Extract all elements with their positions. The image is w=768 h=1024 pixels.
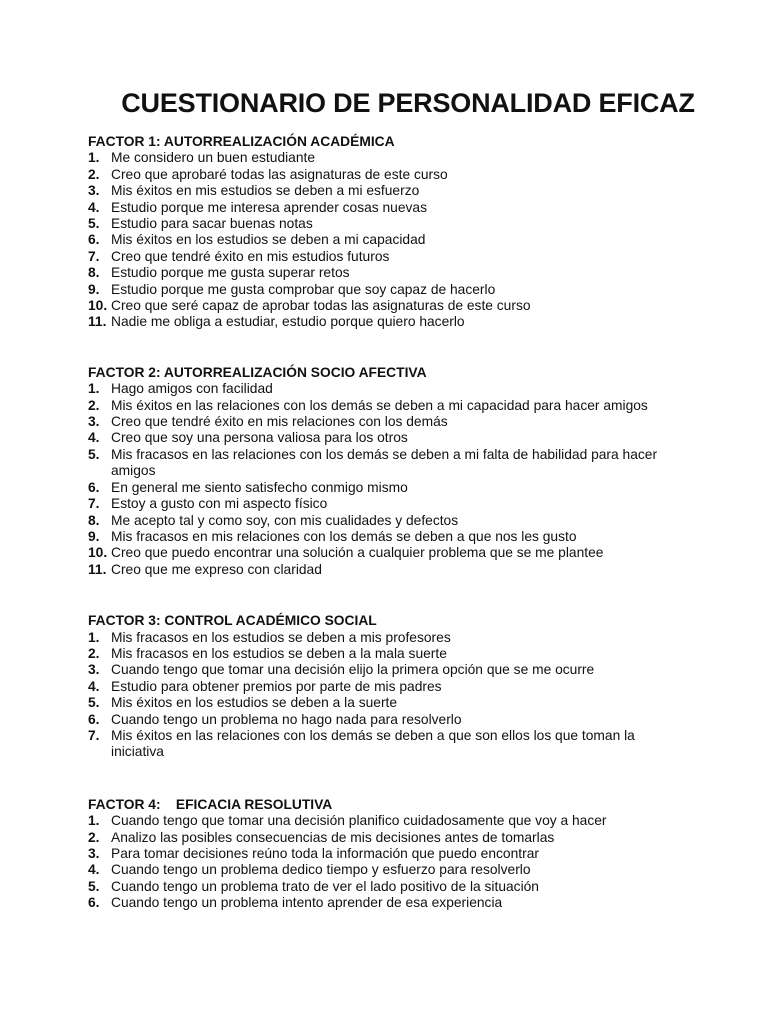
item-number: 1. xyxy=(88,629,100,645)
list-item xyxy=(88,314,728,330)
item-text: Mis éxitos en los estudios se deben a la suerte xyxy=(111,695,398,711)
list-item xyxy=(88,545,728,561)
item-text: Mis fracasos en los estudios se deben a mis profesores xyxy=(111,629,451,645)
item-text: Hago amigos con facilidad xyxy=(111,381,273,397)
list-item xyxy=(88,414,728,430)
item-text: Creo que aprobaré todas las asignaturas de este curso xyxy=(111,166,448,182)
list-item xyxy=(88,862,728,878)
list-item xyxy=(88,381,728,397)
item-number: 1. xyxy=(88,381,100,397)
item-number: 5. xyxy=(88,446,100,462)
item-text: Estudio porque me gusta comprobar que soy capaz de hacerlo xyxy=(111,281,496,297)
item-text: Mis éxitos en los estudios se deben a mi capacidad xyxy=(111,232,426,248)
item-text: Creo que tendré éxito en mis estudios futuros xyxy=(111,248,390,264)
item-text: Estudio para obtener premios por parte de mis padres xyxy=(111,678,442,694)
item-number: 2. xyxy=(88,397,100,413)
item-text: Estudio porque me gusta superar retos xyxy=(111,265,350,281)
item-number: 3. xyxy=(88,414,100,430)
list-item xyxy=(88,562,728,578)
item-number: 4. xyxy=(88,862,100,878)
list-item xyxy=(88,728,728,761)
list-item xyxy=(88,167,728,183)
item-text: Creo que puedo encontrar una solución a cualquier problema que se me plantee xyxy=(111,545,604,561)
item-number: 3. xyxy=(88,183,100,199)
item-text: Creo que tendré éxito en mis relaciones con los demás xyxy=(111,414,448,430)
item-number: 3. xyxy=(88,845,100,861)
list-item xyxy=(88,813,728,829)
item-number: 4. xyxy=(88,430,100,446)
list-item xyxy=(88,232,728,248)
item-text: Creo que soy una persona valiosa para los otros xyxy=(111,430,408,446)
item-number: 9. xyxy=(88,528,100,544)
item-number: 11. xyxy=(88,561,107,577)
item-number: 6. xyxy=(88,895,100,911)
item-number: 3. xyxy=(88,662,100,678)
list-item xyxy=(88,298,728,314)
item-number: 4. xyxy=(88,678,100,694)
item-number: 8. xyxy=(88,265,100,281)
item-text: Cuando tengo que tomar una decisión elijo la primera opción que se me ocurre xyxy=(111,662,595,678)
item-number: 6. xyxy=(88,479,100,495)
item-number: 5. xyxy=(88,878,100,894)
item-text: Cuando tengo un problema intento aprender de esa experiencia xyxy=(111,895,503,911)
item-text: Creo que seré capaz de aprobar todas las asignaturas de este curso xyxy=(111,298,531,314)
factor-section-2 xyxy=(88,365,728,578)
item-text: En general me siento satisfecho conmigo mismo xyxy=(111,479,408,495)
list-item xyxy=(88,679,728,695)
item-number: 5. xyxy=(88,695,100,711)
item-number: 6. xyxy=(88,232,100,248)
item-text: Mis éxitos en las relaciones con los demás se deben a que son ellos los que toman la iniciativa xyxy=(111,727,635,760)
item-text: Cuando tengo un problema dedico tiempo y esfuerzo para resolverlo xyxy=(111,862,531,878)
item-text: Cuando tengo un problema trato de ver el lado positivo de la situación xyxy=(111,878,539,894)
item-text: Cuando tengo que tomar una decisión planifico cuidadosamente que voy a hacer xyxy=(111,813,607,829)
item-text: Mis éxitos en mis estudios se deben a mi esfuerzo xyxy=(111,183,420,199)
list-item xyxy=(88,695,728,711)
item-text: Estudio para sacar buenas notas xyxy=(111,216,313,232)
factor-heading: FACTOR 2: AUTORREALIZACIÓN SOCIO AFECTIVA xyxy=(88,364,427,380)
item-text: Analizo las posibles consecuencias de mis decisiones antes de tomarlas xyxy=(111,829,555,845)
list-item xyxy=(88,480,728,496)
list-item xyxy=(88,846,728,862)
item-text: Cuando tengo un problema no hago nada para resolverlo xyxy=(111,711,462,727)
list-item xyxy=(88,496,728,512)
list-item xyxy=(88,447,728,480)
item-number: 11. xyxy=(88,314,107,330)
list-item xyxy=(88,183,728,199)
list-item xyxy=(88,879,728,895)
item-text: Estoy a gusto con mi aspecto físico xyxy=(111,496,328,512)
factor-heading: FACTOR 1: AUTORREALIZACIÓN ACADÉMICA xyxy=(88,134,395,149)
list-item xyxy=(88,646,728,662)
list-item xyxy=(88,265,728,281)
item-number: 7. xyxy=(88,496,100,512)
item-text: Mis fracasos en los estudios se deben a la mala suerte xyxy=(111,645,447,661)
item-text: Mis éxitos en las relaciones con los demás se deben a mi capacidad para hacer amigos xyxy=(111,397,648,413)
item-number: 6. xyxy=(88,711,100,727)
item-number: 2. xyxy=(88,645,100,661)
factor-heading: FACTOR 3: CONTROL ACADÉMICO SOCIAL xyxy=(88,613,377,629)
item-number: 9. xyxy=(88,281,100,297)
item-number: 7. xyxy=(88,727,100,743)
item-text: Mis fracasos en mis relaciones con los demás se deben a que nos les gusto xyxy=(111,528,577,544)
list-item xyxy=(88,513,728,529)
factor-section-3 xyxy=(88,613,728,761)
list-item xyxy=(88,282,728,298)
list-item xyxy=(88,630,728,646)
list-item xyxy=(88,895,728,911)
item-number: 4. xyxy=(88,199,100,215)
list-item xyxy=(88,200,728,216)
list-item xyxy=(88,430,728,446)
item-text: Me acepto tal y como soy, con mis cualidades y defectos xyxy=(111,512,459,528)
factor-heading: FACTOR 4: EFICACIA RESOLUTIVA xyxy=(88,796,333,812)
list-item xyxy=(88,830,728,846)
document-page xyxy=(88,88,728,946)
list-item xyxy=(88,662,728,678)
item-number: 8. xyxy=(88,512,100,528)
list-item xyxy=(88,712,728,728)
list-item xyxy=(88,249,728,265)
item-number: 1. xyxy=(88,150,100,166)
list-item xyxy=(88,216,728,232)
item-text: Me considero un buen estudiante xyxy=(111,150,316,166)
list-item xyxy=(88,398,728,414)
item-number: 10. xyxy=(88,298,108,314)
item-number: 2. xyxy=(88,829,100,845)
item-text: Creo que me expreso con claridad xyxy=(111,561,322,577)
item-number: 2. xyxy=(88,166,100,182)
item-text: Mis fracasos en las relaciones con los demás se deben a mi falta de habilidad para hacer amigos xyxy=(111,446,658,479)
item-number: 7. xyxy=(88,248,100,264)
item-text: Nadie me obliga a estudiar, estudio porque quiero hacerlo xyxy=(111,314,465,330)
item-number: 5. xyxy=(88,216,100,232)
item-text: Estudio porque me interesa aprender cosas nuevas xyxy=(111,199,427,215)
list-item xyxy=(88,150,728,166)
factor-list xyxy=(88,134,728,912)
item-number: 10. xyxy=(88,545,108,561)
item-text: Para tomar decisiones reúno toda la información que puedo encontrar xyxy=(111,845,539,861)
factor-section-1 xyxy=(88,134,728,331)
list-item xyxy=(88,529,728,545)
factor-section-4 xyxy=(88,797,728,912)
item-number: 1. xyxy=(88,813,100,829)
document-title: CUESTIONARIO DE PERSONALIDAD EFICAZ xyxy=(121,88,695,118)
